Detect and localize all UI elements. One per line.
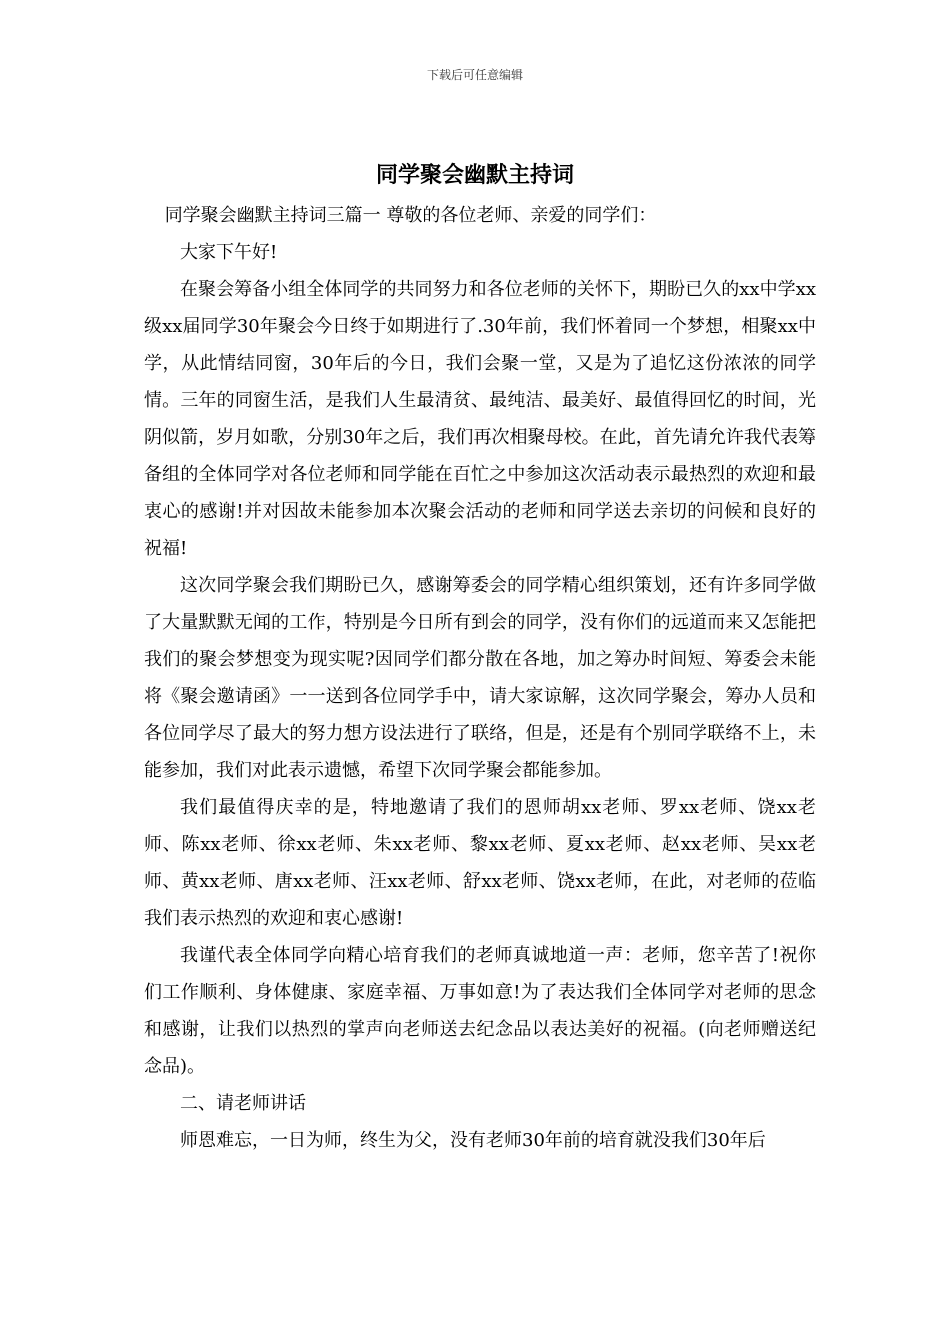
paragraph-gratitude: 我谨代表全体同学向精心培育我们的老师真诚地道一声：老师，您辛苦了!祝你们工作顺利、身体健康、家庭幸福、万事如意!为了表达我们全体同学对老师的思念和感谢，让我们以热烈的掌声向老师送去纪念品以表达美好的祝福。(向老师赠送纪念品)。	[144, 945, 816, 1077]
paragraph-welcome: 在聚会筹备小组全体同学的共同努力和各位老师的关怀下，期盼已久的xx中学xx级xx届同学30年聚会今日终于如期进行了.30年前，我们怀着同一个梦想，相聚xx中学，从此情结同窗，30年后的今日，我们会聚一堂，又是为了追忆这份浓浓的同学情。三年的同窗生活，是我们人生最清贫、最纯洁、最美好、最值得回忆的时间，光阴似箭，岁月如歌，分别30年之后，我们再次相聚母校。在此，首先请允许我代表筹备组的全体同学对各位老师和同学能在百忙之中参加这次活动表示最热烈的欢迎和最衷心的感谢!并对因故未能参加本次聚会活动的老师和同学送去亲切的问候和良好的祝福!	[144, 279, 816, 559]
paragraph-thanks-committee: 这次同学聚会我们期盼已久，感谢筹委会的同学精心组织策划，还有许多同学做了大量默默无闻的工作，特别是今日所有到会的同学，没有你们的远道而来又怎能把我们的聚会梦想变为现实呢?因同学们都分散在各地，加之筹办时间短、筹委会未能将《聚会邀请函》一一送到各位同学手中，请大家谅解，这次同学聚会，筹办人员和各位同学尽了最大的努力想方设法进行了联络，但是，还是有个别同学联络不上，未能参加，我们对此表示遗憾，希望下次同学聚会都能参加。	[144, 575, 816, 781]
paragraph-opening: 同学聚会幽默主持词三篇一 尊敬的各位老师、亲爱的同学们：	[164, 205, 657, 226]
page-header-note: 下载后可任意编辑	[426, 68, 523, 82]
paragraph-teacher-grace: 师恩难忘，一日为师，终生为父，没有老师30年前的培育就没我们30年后	[180, 1130, 766, 1151]
paragraph-teachers-list: 我们最值得庆幸的是，特地邀请了我们的恩师胡xx老师、罗xx老师、饶xx老师、陈xx老师、徐xx老师、朱xx老师、黎xx老师、夏xx老师、赵xx老师、吴xx老师、黄xx老师、唐xx老师、汪xx老师、舒xx老师、饶xx老师，在此，对老师的莅临我们表示热烈的欢迎和衷心感谢!	[144, 797, 816, 929]
document-body	[144, 197, 816, 1159]
document-title: 同学聚会幽默主持词	[375, 163, 574, 188]
paragraph-greeting: 大家下午好!	[180, 242, 278, 263]
section-heading-teacher-speech: 二、请老师讲话	[180, 1093, 306, 1114]
